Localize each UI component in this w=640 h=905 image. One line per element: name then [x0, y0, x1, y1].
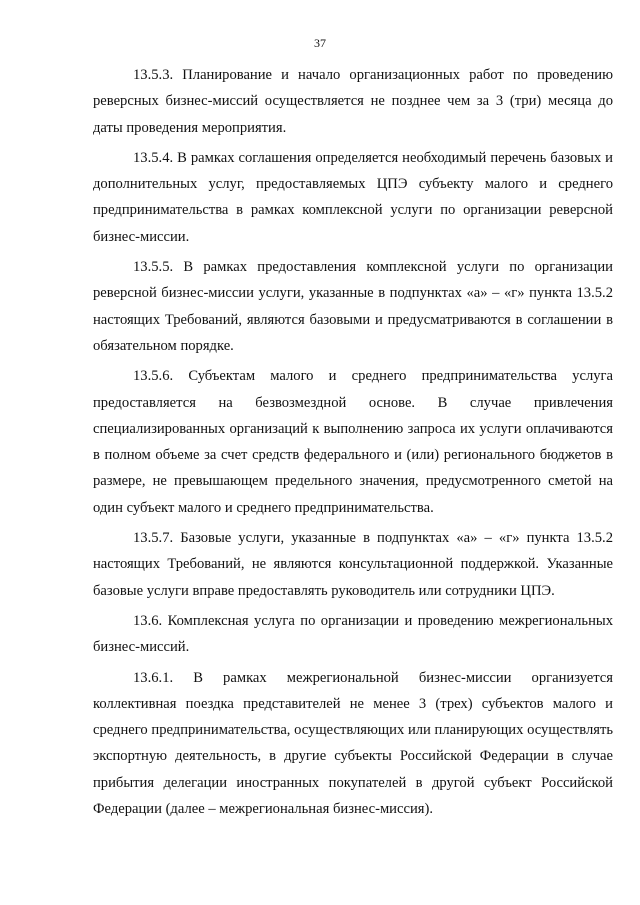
- paragraph-13-5-4: 13.5.4. В рамках соглашения определяется необходимый перечень базовых и дополнительных услуг, предоставляемых ЦПЭ субъекту малого и среднего предпринимательства в рамках комплексной услуги по организации реверсной бизнес-миссии.: [93, 149, 613, 245]
- document-body: [93, 62, 613, 826]
- paragraph-13-5-3: 13.5.3. Планирование и начало организационных работ по проведению реверсных бизнес-миссий осуществляется не позднее чем за 3 (три) месяца до даты проведения мероприятия.: [93, 67, 613, 136]
- paragraph-13-6: 13.6. Комплексная услуга по организации и проведению межрегиональных бизнес-миссий.: [93, 612, 613, 656]
- paragraph-13-5-6: 13.5.6. Субъектам малого и среднего предпринимательства услуга предоставляется на безвозмездной основе. В случае привлечения специализированных организаций к выполнению запроса их услуги оплачиваются в полном объеме за счет средств федерального и (или) регионального бюджетов в размере, не превышающем предельного значения, предусмотренного сметой на один субъект малого и среднего предпринимательства.: [93, 368, 613, 516]
- page-number: 37: [314, 36, 326, 50]
- paragraph-13-6-1: 13.6.1. В рамках межрегиональной бизнес-миссии организуется коллективная поездка представителей не менее 3 (трех) субъектов малого и среднего предпринимательства, осуществляющих или планирующих осуществлять экспортную деятельность, в другие субъекты Российской Федерации в случае прибытия делегации иностранных покупателей в другой субъект Российской Федерации (далее – межрегиональная бизнес-миссия).: [93, 669, 613, 818]
- paragraph-13-5-5: 13.5.5. В рамках предоставления комплексной услуги по организации реверсной бизнес-миссии услуги, указанные в подпунктах «а» – «г» пункта 13.5.2 настоящих Требований, являются базовыми и предусматриваются в соглашении в обязательном порядке.: [93, 259, 613, 354]
- paragraph-13-5-7: 13.5.7. Базовые услуги, указанные в подпунктах «а» – «г» пункта 13.5.2 настоящих Требований, не являются консультационной поддержкой. Указанные базовые услуги вправе предоставлять руководитель или сотрудники ЦПЭ.: [93, 530, 613, 599]
